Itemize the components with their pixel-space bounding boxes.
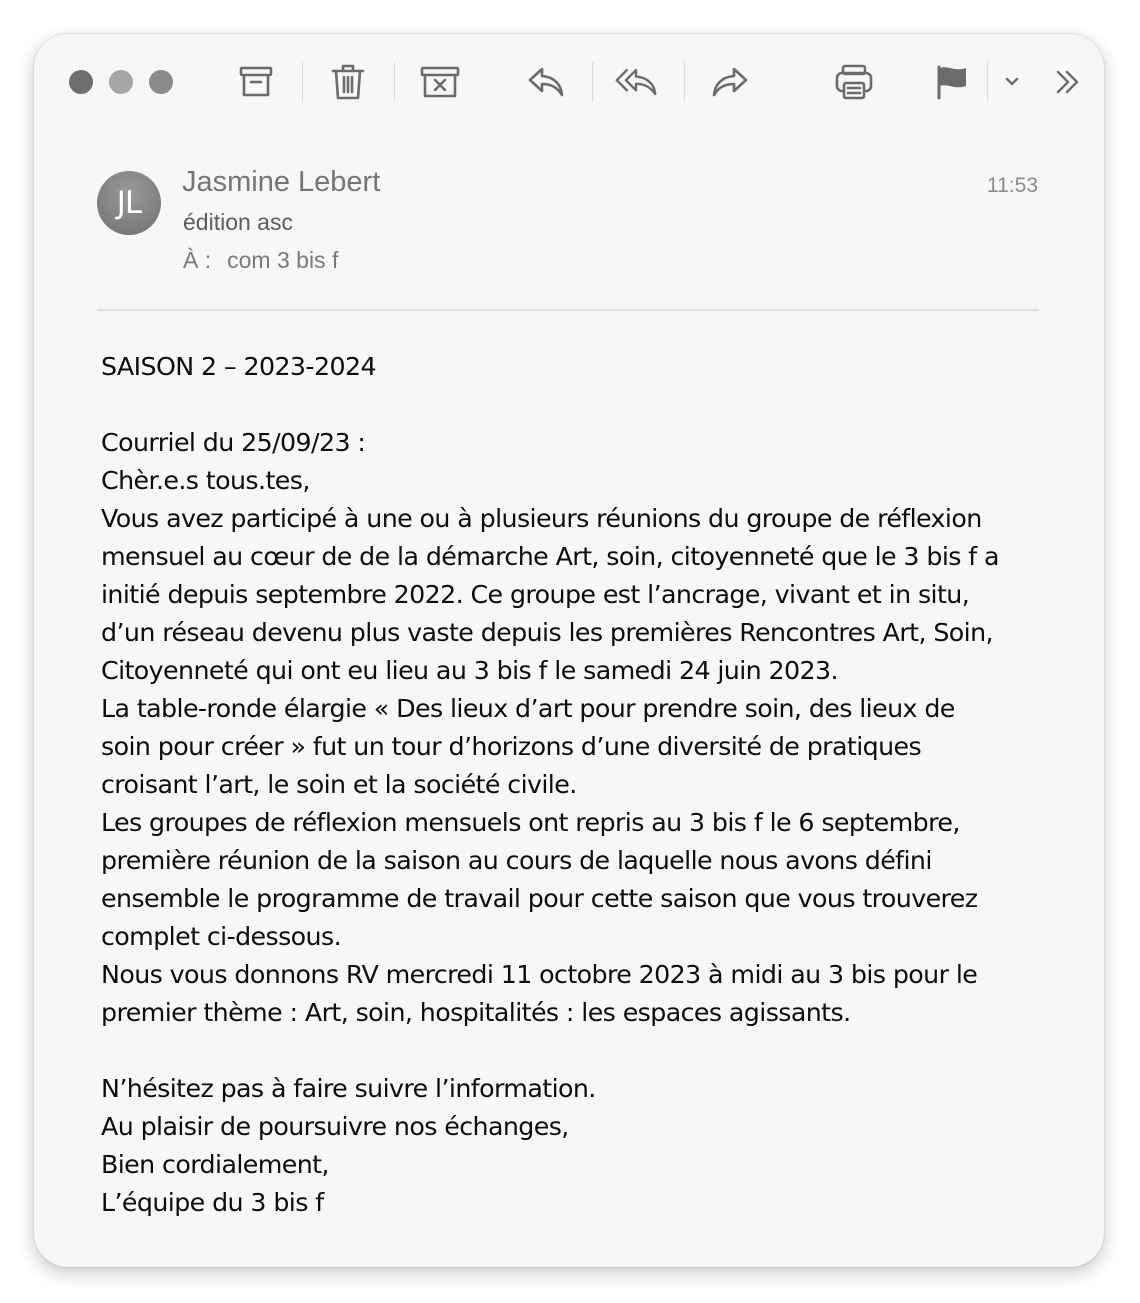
avatar: JL <box>97 171 161 235</box>
junk-icon <box>420 64 460 100</box>
body-line: Citoyenneté qui ont eu lieu au 3 bis f le samedi 24 juin 2023. <box>101 656 838 685</box>
body-line <box>101 386 1091 424</box>
zoom-window-button[interactable] <box>149 70 173 94</box>
body-line: initié depuis septembre 2022. Ce groupe est l’ancrage, vivant et in situ, <box>101 580 970 609</box>
print-icon <box>834 63 874 101</box>
body-line: Bien cordialement, <box>101 1150 329 1179</box>
body-line: croisant l’art, le soin et la société civile. <box>101 770 577 799</box>
body-line: Les groupes de réflexion mensuels ont repris au 3 bis f le 6 septembre, <box>101 808 960 837</box>
message-time: 11:53 <box>987 174 1038 197</box>
chevron-down-icon <box>1004 76 1020 88</box>
flag-menu-button[interactable] <box>992 60 1032 104</box>
close-window-button[interactable] <box>69 70 93 94</box>
body-line: soin pour créer » fut un tour d’horizons d’une diversité de pratiques <box>101 732 922 761</box>
reply-all-button[interactable] <box>614 60 658 104</box>
junk-button[interactable] <box>418 60 462 104</box>
body-line: d’un réseau devenu plus vaste depuis les premières Rencontres Art, Soin, <box>101 618 993 647</box>
reply-button[interactable] <box>524 60 568 104</box>
toolbar <box>34 34 1104 130</box>
body-line: L’équipe du 3 bis f <box>101 1188 324 1217</box>
message-subject: édition asc <box>183 209 293 235</box>
body-line: Chèr.e.s tous.tes, <box>101 466 310 495</box>
body-line: N’hésitez pas à faire suivre l’information. <box>101 1074 596 1103</box>
archive-icon <box>238 64 274 100</box>
body-line: Au plaisir de poursuivre nos échanges, <box>101 1112 569 1141</box>
message-header <box>34 130 1104 310</box>
trash-icon <box>330 63 366 101</box>
body-line: ensemble le programme de travail pour cette saison que vous trouverez <box>101 884 978 913</box>
body-line: première réunion de la saison au cours de laquelle nous avons défini <box>101 846 932 875</box>
minimize-window-button[interactable] <box>109 70 133 94</box>
forward-button[interactable] <box>708 60 752 104</box>
archive-button[interactable] <box>234 60 278 104</box>
forward-icon <box>711 65 749 99</box>
reply-all-icon <box>614 65 658 99</box>
body-line: Nous vous donnons RV mercredi 11 octobre 2023 à midi au 3 bis pour le <box>101 960 978 989</box>
body-line <box>101 1032 1091 1070</box>
delete-button[interactable] <box>326 60 370 104</box>
sender-name[interactable]: Jasmine Lebert <box>182 166 381 198</box>
reply-icon <box>527 65 565 99</box>
more-toolbar-button[interactable] <box>1046 60 1090 104</box>
body-line: Courriel du 25/09/23 : <box>101 428 366 457</box>
recipient-row <box>183 247 338 274</box>
mail-window <box>34 34 1104 1267</box>
message-body <box>101 348 1091 1222</box>
body-line: La table-ronde élargie « Des lieux d’art pour prendre soin, des lieux de <box>101 694 955 723</box>
body-line: complet ci-dessous. <box>101 922 342 951</box>
body-line: mensuel au cœur de de la démarche Art, soin, citoyenneté que le 3 bis f a <box>101 542 999 571</box>
to-label: À : <box>183 247 212 273</box>
body-line: Vous avez participé à une ou à plusieurs réunions du groupe de réflexion <box>101 504 982 533</box>
recipient-name[interactable]: com 3 bis f <box>227 247 339 273</box>
flag-button[interactable] <box>929 60 973 104</box>
print-button[interactable] <box>832 60 876 104</box>
more-icon <box>1054 69 1082 95</box>
header-divider <box>97 309 1039 311</box>
body-line: premier thème : Art, soin, hospitalités : les espaces agissants. <box>101 998 851 1027</box>
flag-icon <box>933 64 969 100</box>
body-line: SAISON 2 – 2023-2024 <box>101 352 376 381</box>
